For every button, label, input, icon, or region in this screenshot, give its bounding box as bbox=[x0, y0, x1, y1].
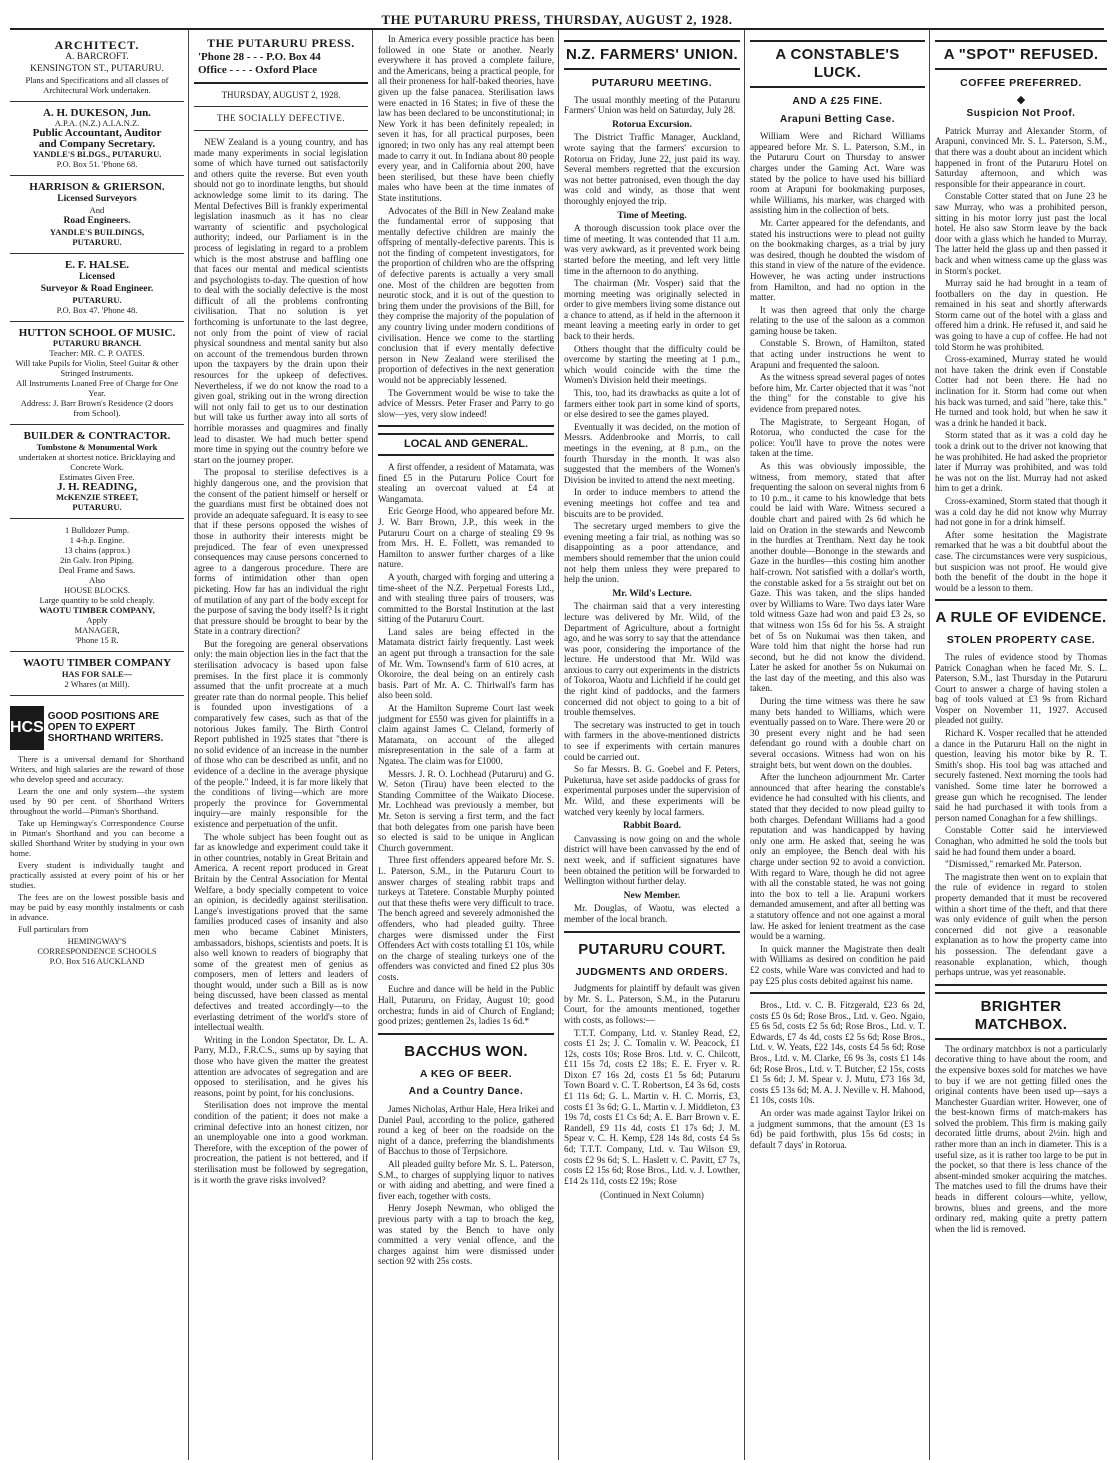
paper-phone bbox=[194, 52, 368, 63]
ad-harrison-line3: Road Engineers. bbox=[63, 215, 131, 226]
divider bbox=[378, 1033, 554, 1035]
ad-hutton bbox=[10, 322, 184, 426]
hemingway-footer: HEMINGWAY'S bbox=[67, 935, 127, 946]
bacchus-title: BACCHUS WON. bbox=[404, 1042, 528, 1060]
ad-sale-item: 13 chains (approx.) bbox=[64, 545, 130, 556]
farmers-paragraph: Mr. Douglas, of Waotu, was elected a member of the local branch. bbox=[564, 903, 740, 924]
divider bbox=[194, 82, 368, 84]
local-paragraph: At the Hamilton Supreme Court last week judgment for £550 was given for plaintiffs in a claim against James C. Cleland, formerly of Matamata, on account of the alleged misrepresentation in the sale of a farm at Ngatea. The claim was for £1000. bbox=[378, 703, 554, 766]
paper-title: THE PUTARURU PRESS. bbox=[207, 36, 355, 50]
editorial-paragraph: Sterilisation does not improve the mental condition of the patient; it does not make a criminal defective into an honest citizen, nor an unemployable one into a good workman. Therefore, with the exception of the power of procreation, the patient is not bettered, and if sterilisation must be followed by segregation, is it worth the grave risks involved? bbox=[194, 1100, 368, 1185]
farmers-subhead: Mr. Wild's Lecture. bbox=[612, 588, 692, 599]
ad-waotu bbox=[10, 652, 184, 696]
court-paragraph: T.T.T. Company, Ltd. v. Stanley Read, £2, costs £1 2s; J. C. Tomalin v. W. Peacock, £1 12s, costs 10s; Rose Bros. Ltd. v. C. Chilcott, £11 15s 7d, costs £2 18s; E. E. Fryer v. R. Dixon £7 16s 2d, costs £1 5s 6d; Putaruru Town Board v. C. T. Robertson, £4 3s 6d, costs £1 11s 6d; G. L. Martin v. H. C. Morris, £3, costs £1 3s 6d; G. L. Martin v. J. Middleton, £3 19s 7d, costs £1 Cs 6d; A. E. Barr Brown v. E. Randell, £9 11s 4d, costs £1 17s 6d; J. M. Spear v. C. H. Kemp, £28 14s 8d, costs £4 5s 6d; T.T.T. Company, Ltd. v. Tau Wilson £9, costs £2 9s 6d; S. L. Haslett v. C. Pavitt, £7 7s, costs £2 15s 6d; Rose Bros., Ltd. v. J. Lowther, £14 2s 11d, costs £2 19s; Rose bbox=[564, 1027, 740, 1186]
ad-builder-person: J. H. READING, bbox=[57, 480, 137, 493]
masthead-rule bbox=[10, 28, 1104, 30]
divider bbox=[750, 992, 925, 994]
local-paragraph: Eric George Hood, who appeared before Mr. J. W. Barr Brown, J.P., this week in the Putaruru Court on a charge of stealing £9 9s from Mrs. H. E. Follett, was remanded to Hamilton to answer further charges of a like nature. bbox=[378, 506, 554, 570]
spot-title: A "SPOT" REFUSED. bbox=[935, 40, 1107, 70]
column-divider bbox=[372, 30, 373, 1460]
farmers-paragraph: The chairman (Mr. Vosper) said that the morning meeting was originally selected in order to give members living some distance out a chance to attend, as if held in the afternoon it meant leaving a meeting early in order to get back to their herds. bbox=[564, 278, 740, 342]
ad-sale-note: Large quantity to be sold cheaply. bbox=[39, 595, 155, 606]
ad-hutton-branch: PUTARURU BRANCH. bbox=[52, 338, 142, 349]
ad-builder-line2: undertaken at shortest notice. Bricklaying and Concrete Work. bbox=[18, 451, 176, 472]
spot-subtitle: Suspicion Not Proof. bbox=[966, 108, 1076, 120]
local-paragraph: Three first offenders appeared before Mr. S. L. Paterson, S.M., in the Putaruru Court to answer charges of stealing rabbit traps and turkeys at Tatetere. Constable Murphy pointed out that these thefts were very difficult to trace. The bench agreed and severely admonished the offenders, who had pleaded guilty. Three charges were dismissed under the First Offenders Act with costs totalling £1 10s, while on the charge of stealing turkeys one of the offenders was convicted and fined £2 plus 30s costs. bbox=[378, 855, 554, 982]
farmers-subtitle: PUTARURU MEETING. bbox=[591, 77, 713, 89]
evidence-paragraph: The magistrate then went on to explain that the rule of evidence in regard to stolen property demanded that it must be recovered within a short time of the theft, and that there was only evidence of guilt when the person concerned did not give a reasonable explanation as to how the property came into his possession. The defendant gave a reasonable explanation, which, though perhaps untrue, was yet reasonable. bbox=[935, 871, 1107, 978]
bacchus-subtitle: And a Country Dance. bbox=[408, 1086, 524, 1098]
paper-office-text: Office - - - - Oxford Place bbox=[198, 64, 318, 77]
bacchus-paragraph: James Nicholas, Arthur Hale, Hera Irikei and Daniel Paul, according to the police, gathered round a keg of beer on the roadside on the night of a dance, preferring the blandishments of Bacchus to those of Terpsichore. bbox=[378, 1104, 554, 1157]
matchbox-title: BRIGHTER MATCHBOX. bbox=[935, 992, 1107, 1040]
ad-halse bbox=[10, 254, 184, 322]
divider bbox=[935, 984, 1107, 986]
column-editorial bbox=[194, 34, 368, 1458]
editorial-paragraph: The whole subject has been fought out as far as knowledge and experiment could take it in other countries, notably in Great Britain and America. A recent report produced in Great Britain by the Central Association for Mental Welfare, a body specially competent to voice an opinion, is decidedly against sterilisation. Lange's investigations proved that the same families produced cases of insanity and also men who became Cabinet Ministers, ambassadors, bishops, scientists and poets. It is also well known to readers of biography that some of the greatest men of genius as composers, men of letters and leaders of thought would, under such a Bill as is now being discussed, have been classed as mental defectives and treated accordingly—to the everlasting detriment of the world's store of intellectual wealth. bbox=[194, 831, 368, 1033]
court-continued: (Continued in Next Column) bbox=[600, 1190, 704, 1201]
ad-builder-street: McKENZIE STREET, bbox=[55, 492, 139, 503]
masthead bbox=[0, 0, 1114, 30]
local-paragraph: A youth, charged with forging and uttering a time-sheet of the N.Z. Perpetual Forests Ltd., and with stealing three pairs of trousers, was committed to the Borstal Institution at the last sitting of the Putaruru Court. bbox=[378, 571, 554, 625]
bacchus-paragraph: All pleaded guilty before Mr. S. L. Paterson, S.M., to charges of supplying liquor to natives or with aiding and abetting, and were fined a fiver each, together with costs. bbox=[378, 1159, 554, 1201]
constable-paragraph: It was then agreed that only the charge relating to the use of the saloon as a common gaming house be taken. bbox=[750, 304, 925, 336]
farmers-subhead: Time of Meeting. bbox=[617, 210, 687, 221]
ad-halse-line1: Licensed bbox=[79, 271, 115, 282]
constable-subtitle: Arapuni Betting Case. bbox=[780, 113, 895, 125]
ad-harrison-town: PUTARURU. bbox=[72, 236, 122, 247]
divider bbox=[194, 130, 368, 131]
constable-paragraph: Mr. Carter appeared for the defendants, and stated his instructions were to plead not guilty on the bookmaking charges, as a trial by jury was desired, though he doubted the wisdom of this stand in view of the nature of the evidence. However, he was acting under instructions from Hamilton, and had no option in the matter. bbox=[750, 217, 925, 303]
editorial-paragraph: But the foregoing are general observations only: the main objection lies in the fact that the sterilisation advocacy is based upon false premises. In the first place it is commonly assumed that the unfit procreate at a much greater rate than do normal people. This belief is founded upon investigations of a comparatively few cases, such as that of the notorious Jukes family. The Birth Control Report published in 1925 states that "there is no solid evidence of an increase in the number of those who can be described as unfit, and no evidence of a decline in the average physique of the people." Indeed, it is far more likely that the conditions of living—which are more properly the province for Governmental inquiry—are mainly responsible for the existence and perpetuation of the unfit. bbox=[194, 638, 368, 829]
ad-sale-apply: Apply bbox=[86, 615, 108, 626]
farmers-paragraph: The usual monthly meeting of the Putaruru Farmers' Union was held on Saturday, July 28. bbox=[564, 94, 740, 116]
column-divider bbox=[929, 30, 930, 1460]
ad-builder-line1: Tombstone & Monumental Work bbox=[36, 441, 158, 452]
hemingway-body: There is a universal demand for Shorthand Writers, and high salaries are the reward of those who develop speed and accuracy. bbox=[10, 753, 184, 784]
ad-dukeson-name: A. H. DUKESON, Jun. bbox=[43, 106, 151, 119]
ad-sale-item: 1 Bulldozer Pump. bbox=[65, 525, 129, 536]
ad-hutton-note1: Will take Pupils for Violin, Steel Guitar & other Stringed Instruments. bbox=[15, 358, 179, 379]
ad-hutton-teacher: Teacher: MR. C. P. OATES. bbox=[49, 348, 145, 359]
column-local bbox=[378, 34, 554, 1458]
farmers-paragraph: The secretary urged members to give the evening meeting a fair trial, as nothing was so disappointing as a poor attendance, and members should remember that the union could not help them unless they were prepared to help the union. bbox=[564, 521, 740, 585]
ad-harrison-line2: And bbox=[89, 204, 105, 215]
matchbox-paragraph: The ordinary matchbox is not a particularly decorative thing to have about the room, and the expensive boxes sold for matches we have to buy if we are not getting filled ones the original contents have been used up—says a Manchester Guardian writer. However, one of the best-known firms of match-makers has solved the problem. This firm is making gaily decorated little drums, about 2½in. high and rather more than an inch in diameter. This is a useful size, as it is rather too large to be put in the pocket, so that there is less chance of the absent-minded smoker acquiring the matches. The matches used to fill the drums have their heads in different colours—white, yellow, browns, blues and greens, and the more ordinary red, making quite a pretty pattern when the lid is removed. bbox=[935, 1043, 1107, 1234]
evidence-paragraph: Richard K. Vosper recalled that he attended a dance in the Putaruru Hall on the night in question, leaving his motor bike by R. T. Smith's shop. His tool bag was attached and securely fastened. Next morning the tools had vanished. Some time later he borrowed a grease gun which he recognised. The lender said he had purchased it with tools from a person named Conaghan for a few shillings. bbox=[935, 728, 1107, 823]
farmers-paragraph: The secretary was instructed to get in touch with farmers in the above-mentioned districts to see if experiments with certain manures could be carried out. bbox=[564, 719, 740, 762]
evidence-paragraph: Constable Cotter said he interviewed Conaghan, who admitted he sold the tools but said he had found them under a board. bbox=[935, 825, 1107, 857]
column-constable bbox=[750, 34, 925, 1458]
local-paragraph: A first offender, a resident of Matamata, was fined £5 in the Putaruru Police Court for stealing an overcoat valued at £4 at Wangamata. bbox=[378, 461, 554, 504]
evidence-title: A RULE OF EVIDENCE. bbox=[935, 609, 1107, 627]
hemingway-body: Learn the one and only system—the system used by 90 per cent. of Shorthand Writers throughout the world—Pitman's Shorthand. bbox=[10, 785, 184, 816]
constable-paragraph: Constable S. Brown, of Hamilton, stated that acting under instructions he went to Arapuni and frequented the saloon. bbox=[750, 338, 925, 370]
court-paragraph: Judgments for plaintiff by default was given by Mr. S. L. Paterson, S.M., in the Putaruru Court, for the amounts mentioned, together with costs, as follows:— bbox=[564, 983, 740, 1025]
local-paragraph: Messrs. J. R. O. Lochhead (Putaruru) and G. W. Seton (Tirau) have been elected to the Standing Committee of the Waikato Diocese. Mr. Lochhead was previously a member, but Mr. Seton is serving a first term, and the fact that both delegates from one parish have been so elected is said to be unique in Anglican Church government. bbox=[378, 768, 554, 853]
diamond-ornament-icon: ◆ bbox=[1016, 93, 1026, 106]
ad-sale-company: WAOTU TIMBER COMPANY, bbox=[39, 605, 155, 616]
masthead-text: THE PUTARURU PRESS, THURSDAY, AUGUST 2, 1928. bbox=[381, 12, 733, 27]
editorial-title: THE SOCIALLY DEFECTIVE. bbox=[216, 113, 345, 124]
court-paragraph: An order was made against Taylor Irikei on a judgment summons, that the amount (£3 1s 6d) be paid forthwith, plus 15s 6d costs; in default 7 days' in Rotorua. bbox=[750, 1108, 925, 1150]
hemingway-footer: P.O. Box 516 AUCKLAND bbox=[49, 955, 145, 966]
paper-date: THURSDAY, AUGUST 2, 1928. bbox=[221, 89, 341, 100]
farmers-subhead: New Member. bbox=[623, 890, 681, 901]
ad-builder bbox=[10, 425, 184, 519]
ad-hemingway bbox=[10, 696, 184, 966]
ad-sale-item: 2in Galv. Iron Piping. bbox=[60, 555, 134, 566]
ad-dukeson-line2: and Company Secretary. bbox=[38, 137, 156, 150]
farmers-paragraph: The District Traffic Manager, Auckland, wrote saying that the farmers' excursion to Rotorua on Friday, June 22, just paid its way. Several members regretted that the excursion was not better patronised, even though the day was cold and windy, as those that went thoroughly enjoyed the trip. bbox=[564, 132, 740, 206]
farmers-paragraph: This, too, had its drawbacks as quite a lot of farmers either took part in some kind of sports, or else desired to see the games played. bbox=[564, 388, 740, 420]
column-spot bbox=[935, 34, 1107, 1458]
column-divider bbox=[558, 30, 559, 1460]
spot-paragraph: Cross-examined, Murray stated he would not have taken the drink even if Constable Cotter had not been there. He had no inclination for it. Storm had come out when his back was turned, and said "here, take this." He turned and took hold, but when he saw it was a drink he handed it back. bbox=[935, 354, 1107, 428]
evidence-subtitle: STOLEN PROPERTY CASE. bbox=[946, 634, 1096, 647]
ad-hutton-name: HUTTON SCHOOL OF MUSIC. bbox=[18, 326, 176, 339]
editorial-paragraph: The Government would be wise to take the advice of Messrs. Peter Fraser and Parry to go slow—yes, very slow indeed! bbox=[378, 387, 554, 419]
farmers-paragraph: Canvassing is now going on and the whole district will have been canvassed by the end of next week, and if sufficient signatures have been obtained the petition will be forwarded to Wellington without further delay. bbox=[564, 833, 740, 887]
local-title: LOCAL AND GENERAL. bbox=[378, 433, 554, 456]
constable-title: A CONSTABLE'S LUCK. bbox=[750, 40, 925, 88]
spot-subtitle: COFFEE PREFERRED. bbox=[960, 77, 1082, 89]
ad-waotu-name: WAOTU TIMBER COMPANY bbox=[22, 657, 172, 670]
farmers-paragraph: Others thought that the difficulty could be overcome by starting the meeting at 1 p.m., which would coincide with the time the Women's Division held their meetings. bbox=[564, 343, 740, 386]
spot-paragraph: Murray said he had brought in a team of footballers on the day in question. He remained in his seat and shortly afterwards Storm came out of the hotel with a glass and offered him a drink. He refused it, and said he was going to have a cup of coffee. He had not told Storm he was prohibited. bbox=[935, 278, 1107, 352]
ad-dukeson-address: YANDLE'S BLDGS., PUTARURU. bbox=[32, 149, 162, 160]
bacchus-subtitle: A KEG OF BEER. bbox=[419, 1067, 513, 1080]
ad-harrison-address: YANDLE'S BUILDINGS, bbox=[49, 226, 145, 237]
court-subtitle: JUDGMENTS AND ORDERS. bbox=[575, 965, 729, 978]
evidence-paragraph: "Dismissed," remarked Mr. Paterson. bbox=[945, 859, 1082, 870]
constable-paragraph: As this was obviously impossible, the witness, from memory, stated that after frequenting the saloon on several nights from 6 to 10 p.m., it came to his knowledge that bets could be laid with Ware. Witness secured a double chart and paired with 2s 6d which he laid on Oration in the stewards and Newcomb in the hurdles at Trentham. Next day he took another double—Bononge in the stewards and Gaze in the hurdles—this costing him another half-crown. Not satisfied with a dollar's worth, the constable asked for a 5s straight out bet on Gaze. This was taken, and the slips handed over by Williams to Ware. Two days later Ware told witness Gaze had won and paid £3 2s, so that witness won 15s 6d for his 5s. A straight bet of 5s on Nukumai was then taken, and Ware told him that night the horse had run second, but he did not know the dividend. Later he asked for another 5s on Nukumai on the last day of the meeting, and this also was taken. bbox=[750, 461, 925, 694]
ad-harrison-line1: Licensed Surveyors bbox=[57, 193, 137, 204]
divider bbox=[564, 931, 740, 933]
ad-sale bbox=[10, 519, 184, 652]
editorial-paragraph: The proposal to sterilise defectives is a highly dangerous one, and the provision that the consent of the patient himself or herself or the guardians must first be obtained does not provide an adequate safeguard. It is easy to see that if these persons opposed the wishes of those in authority their interests might be prejudiced. The fear of even unexpressed consequences may cause persons concerned to agree to a dangerous procedure. There are forms of intimidation other than open picketing. How far has an individual the right of mutilation of any part of the body except for the purpose of saving the body itself? Is it right that pressure should be brought to bear by the State in a contrary direction? bbox=[194, 467, 368, 637]
court-title: PUTARURU COURT. bbox=[578, 940, 726, 958]
divider bbox=[194, 106, 368, 107]
ad-halse-line2: Surveyor & Road Engineer. bbox=[40, 283, 154, 294]
ad-hutton-note3: Address: J. Barr Brown's Residence (2 doors from School). bbox=[20, 398, 174, 419]
ad-architect bbox=[10, 34, 184, 102]
local-paragraph: Land sales are being effected in the Matamata district fairly frequently. Last week an agent put through a transaction for the sale of Mr. Wm. Townsend's farm of 610 acres, at Okoroire, the deal being on an entirely cash basis. Part of Mr. A. C. Thirlwall's farm has also been sold. bbox=[378, 626, 554, 701]
editorial-paragraph: Writing in the London Spectator, Dr. L. A. Parry, M.D., F.R.C.S., sums up by saying that those who have given the matter the greatest attention are advocates of segregation and are opposed to sterilisation, and he gives his reasons, point by point, for his conclusions. bbox=[194, 1034, 368, 1098]
ad-builder-line3: Estimates Given Free. bbox=[59, 471, 135, 482]
ad-harrison bbox=[10, 176, 184, 254]
farmers-paragraph: A thorough discussion took place over the time of meeting. It was contended that 11 a.m. was very awkward, as it prevented work being started before the meeting, and left very little time in the afternoon to do anything. bbox=[564, 223, 740, 276]
ad-sale-item: 1 4-h.p. Engine. bbox=[69, 535, 125, 546]
constable-paragraph: During the time witness was there he saw many bets handed to Williams, which were eventually passed on to Ware. There were 20 or 30 present every night and he had seen defendant go round with a double chart on several occasions. Witness had won on his straight bets, but went down on the doubles. bbox=[750, 696, 925, 770]
ad-dukeson-line1: Public Accountant, Auditor bbox=[32, 127, 162, 140]
ad-sale-item: Deal Frame and Saws. bbox=[58, 565, 136, 576]
hemingway-body: Take up Hemingway's Correspondence Course in Pitman's Shorthand and you can become a skilled Shorthand Writer by studying in your own home. bbox=[10, 817, 184, 858]
farmers-subhead: Rabbit Board. bbox=[622, 821, 682, 832]
ad-dukeson-quals: A.P.A. (N.Z.) A.I.A.N.Z. bbox=[54, 118, 140, 129]
hemingway-body: Full particulars from bbox=[18, 923, 89, 934]
farmers-title: N.Z. FARMERS' UNION. bbox=[564, 40, 740, 70]
spot-paragraph: Constable Cotter stated that on June 23 he saw Murray, who was a prohibited person, sitting in his motor lorry just past the local hotel. He also saw Storm leave by the back door with a glass which he handed to Murray. The latter held the glass up and then passed it back and when witness came up the glass was in Storm's pocket. bbox=[935, 191, 1107, 276]
ad-architect-note: Plans and Specifications and all classes of Architectural Work undertaken. bbox=[25, 74, 169, 95]
ad-halse-contact: P.O. Box 47. 'Phone 48. bbox=[56, 304, 138, 315]
spot-paragraph: After some hesitation the Magistrate remarked that he was a bit doubtful about the case. The circumstances were very suspicious, but suspicion was not proof. He would give both the benefit of the doubt in the hope it would be a lesson to them. bbox=[935, 529, 1107, 593]
farmers-paragraph: Eventually it was decided, on the motion of Messrs. Addenbrooke and Morris, to call meetings in the evening, at 8 p.m., on the fourth Thursday in the month. It was also suggested that the members of the Women's Division be invited to attend the next meeting. bbox=[564, 421, 740, 485]
ad-dukeson-contact: P.O. Box 51. 'Phone 68. bbox=[56, 159, 138, 170]
ad-sale-phone: 'Phone 15 R. bbox=[75, 635, 119, 646]
spot-paragraph: Patrick Murray and Alexander Storm, of Arapuni, convinced Mr. S. L. Paterson, S.M., that there was a doubt about an incident which happened in front of the Putaruru Hotel on Saturday afternoon, and which was responsible for their appearance in court. bbox=[935, 125, 1107, 189]
paper-office bbox=[194, 65, 368, 76]
ad-sale-item: Also bbox=[88, 575, 106, 586]
ad-architect-title: ARCHITECT. bbox=[54, 38, 140, 52]
hemingway-headline: GOOD POSITIONS ARE OPEN TO EXPERT SHORTHAND WRITERS. bbox=[47, 711, 164, 745]
bacchus-paragraph: Henry Joseph Newman, who obliged the previous party with a tap to broach the keg, was stated by the Bench to have only committed a very venial offence, and the charges against him were dismissed under section 92 with 25s costs. bbox=[378, 1203, 554, 1267]
ad-hutton-note2: All Instruments Loaned Free of Charge for One Year. bbox=[15, 378, 178, 399]
hemingway-body: Every student is individually taught and practically assisted at every point of his or her studies. bbox=[10, 859, 184, 890]
farmers-paragraph: In order to induce members to attend the evening meetings hot coffee and tea and biscuits are to be provided. bbox=[564, 487, 740, 519]
ad-waotu-line1: HAS FOR SALE— bbox=[61, 668, 133, 679]
hemingway-logo: HCS bbox=[10, 706, 44, 750]
local-paragraph: Euchre and dance will be held in the Public Hall, Putaruru, on Friday, August 10; good orchestra; funds in aid of Church of England; good prizes; gentlemen 2s, ladies 1s 6d.* bbox=[378, 984, 554, 1027]
ad-architect-name: A. BARCROFT. bbox=[65, 51, 129, 62]
farmers-paragraph: The chairman said that a very interesting lecture was delivered by Mr. Wild, of the Department of Agriculture, about a fortnight ago, and he was sorry to say that the attendance was poor, considering the importance of the lecture. He understood that Mr. Wild was anxious to carry out experiments in the districts of Tokoroa, Waotu and Lichfield if he could get the right kind of paddocks, and the farmers concerned did not object to going to a bit of trouble themselves. bbox=[564, 601, 740, 718]
divider bbox=[935, 599, 1107, 601]
constable-paragraph: The Magistrate, to Sergeant Hogan, of Rotorua, who conducted the case for the police: You'll have to prove the notes were taken at the time. bbox=[750, 416, 925, 459]
constable-paragraph: After the luncheon adjournment Mr. Carter announced that after hearing the constable's evidence he had consulted with his clients, and stated that they decided to now plead guilty to both charges. Defendant Williams had a good reputation and was handicapped by having only one arm. He asked that, seeing he was only an employee, the Bench deal with his charge under section 92 to avoid a conviction. With regard to Ware, though he did not agree with all the constable stated, he was not going into the box to tell a lie. Arapuni workers demanded amusement, and after all betting was a statutory offence and not one against a moral law. He asked for lenient treatment as the case would be a warning. bbox=[750, 772, 925, 942]
constable-paragraph: As the witness spread several pages of notes before him, Mr. Carter objected that it was "not the thing" for the constable to give his evidence from prepared notes. bbox=[750, 372, 925, 415]
evidence-paragraph: The rules of evidence stood by Thomas Patrick Conaghan when he faced Mr. S. L. Paterson, S.M., last Thursday in the Putaruru Court to answer a charge of having stolen a bag of tools valued at £3 9s from Richard Vosper on November 11, 1927. Accused pleaded not guilty. bbox=[935, 651, 1107, 726]
editorial-paragraph: NEW Zealand is a young country, and has made many experiments in social legislation some of which have turned out satisfactorily and others quite the reverse. But even youth should not go to inordinate lengths, but should acknowledge some limit to its daring. The Mental Defectives Bill is frankly experimental legislation inasmuch as it has no clear warranty of scientific and psychological authority; indeed, our Parliament is in the process of legislating in regard to a problem which is the most abstruse and baffling one that faces our mental and medical scientists and psychologists to-day. The question of how to deal with the socially defective is the most difficult of all the problems confronting civilisation. That no solution is yet forthcoming is unfortunate to the last degree, not only from the point of view of racial physical soundness and mental sanity but also on account of the tremendous burden thrown upon the taxpayers by the drain upon their resources for the upkeep of defectives. Nevertheless, if we do not know the road to a given goal, striking out in the wrong direction will not only fail to get us to our destination but will take us further away into all sorts of horrible morasses and quagmires and finally lead to disaster. We had much better spend more time in spying out the country before we start on the journey proper. bbox=[194, 136, 368, 465]
ad-harrison-name: HARRISON & GRIERSON. bbox=[29, 181, 165, 194]
ad-waotu-line2: 2 Whares (at Mill). bbox=[64, 678, 130, 689]
constable-paragraph: In quick manner the Magistrate then dealt with Williams as desired on condition he paid £2 costs, while Ware was convicted and had to pay £25 plus costs debited against his name. bbox=[750, 943, 925, 986]
column-divider bbox=[188, 30, 189, 1460]
ad-sale-item: HOUSE BLOCKS. bbox=[63, 585, 131, 596]
hemingway-footer: CORRESPONDENCE SCHOOLS bbox=[37, 945, 157, 956]
farmers-subhead: Rotorua Excursion. bbox=[612, 119, 692, 130]
divider bbox=[378, 425, 554, 427]
editorial-paragraph: Advocates of the Bill in New Zealand make the fundamental error of supposing that mentally defective children are mainly the offspring of mentally-defective parents. This is not the finding of competent investigators, for the proportion of children who are the offspring of defective parents is actually a very small one. Most of the children are begotten from neurotic stock, and it is out of the question to bring them under the provisions of the Bill, for they comprise the majority of the population of any country living under modern conditions of civilisation. Hence we come to the startling conclusion that if every mentally defective person in New Zealand were sterilised the proportion of defectives in the next generation would not be appreciably lessened. bbox=[378, 205, 554, 385]
column-farmers bbox=[564, 34, 740, 1458]
ad-halse-name: E. F. HALSE. bbox=[64, 258, 130, 271]
spot-paragraph: Storm stated that as it was a cold day he took a drink out to the driver not knowing that he was prohibited. He had asked the proprietor later if Murray was prohibited, and was told he was not on the list. Murray had not asked him to get a drink. bbox=[935, 430, 1107, 494]
ad-builder-name: BUILDER & CONTRACTOR. bbox=[23, 430, 171, 443]
ad-halse-town: PUTARURU. bbox=[72, 294, 122, 305]
paper-phone-text: 'Phone 28 - - - P.O. Box 44 bbox=[198, 50, 321, 63]
constable-subtitle: AND A £25 FINE. bbox=[792, 95, 883, 107]
column-ads bbox=[10, 34, 184, 1458]
constable-paragraph: William Were and Richard Williams appeared before Mr. S. L. Paterson, S.M., in the Putaruru Court on Thursday to answer charges under the Gaming Act. Ware was stated by the police to have used his billiard room at Arapuni for bookmaking purposes, while Williams, his marker, was charged with assisting him in the collection of bets. bbox=[750, 131, 925, 216]
spot-paragraph: Cross-examined, Storm stated that though it was a cold day he did not know why Murray had not gone in for a drink himself. bbox=[935, 495, 1107, 528]
ad-dukeson bbox=[10, 102, 184, 177]
farmers-paragraph: So far Messrs. B. G. Goebel and F. Peters, Puketurua, have set aside paddocks of grass for experimental purposes under the supervision of Mr. Wild, and these experiments will be watched very keenly by local farmers. bbox=[564, 764, 740, 817]
ad-builder-town: PUTARURU. bbox=[72, 502, 122, 513]
court-paragraph: Bros., Ltd. v. C. B. Fitzgerald, £23 6s 2d, costs £5 0s 6d; Rose Bros., Ltd. v. Geo. Ngaio, £5 6s 5d, costs £2 5s 6d; Rose Bros., Ltd. v. T. Edwards, £7 4s 4d, costs £2 5s 6d; Rose Bros., Ltd. v. W. Yeats, £22 14s, costs £4 5s 6d; Rose Bros., Ltd. v. M. Clarke, £6 9s 3s, costs £1 14s 6d; Rose Bros., Ltd. v. T. Butcher, £2 15s, costs £1 5s 6d; J. M. Spear v. J. Mutu, £73 16s 3d, costs £5 13s 6d; M. A. J. Neville v. H. Mahood, £1 10s, costs 10s. bbox=[750, 1000, 925, 1106]
hemingway-body: The fees are on the lowest possible basis and may be paid by easy monthly instalments or cash in advance. bbox=[10, 891, 184, 922]
ad-architect-address: KENSINGTON ST., PUTARURU. bbox=[30, 63, 164, 74]
column-divider bbox=[744, 30, 745, 1460]
ad-sale-manager: MANAGER, bbox=[74, 625, 120, 636]
editorial-paragraph: In America every possible practice has been followed in one State or another. Nearly everywhere it has proved a complete failure, and the Americans, being a practical people, for all their proneness for half-baked theories, have given up the false panacea. Sterilisation laws were enacted in 16 States; in five of these the law has been declared to be unconstitutional; in New York it has been definitely repealed; in seven it has, for all practical purposes, been ignored; in two only has any real attempt been made to carry it out. In Indiana about 80 people every year, and in California about 200, have been sterilised, but these have been chiefly males who have been at the time inmates of State institutions. bbox=[378, 34, 554, 203]
